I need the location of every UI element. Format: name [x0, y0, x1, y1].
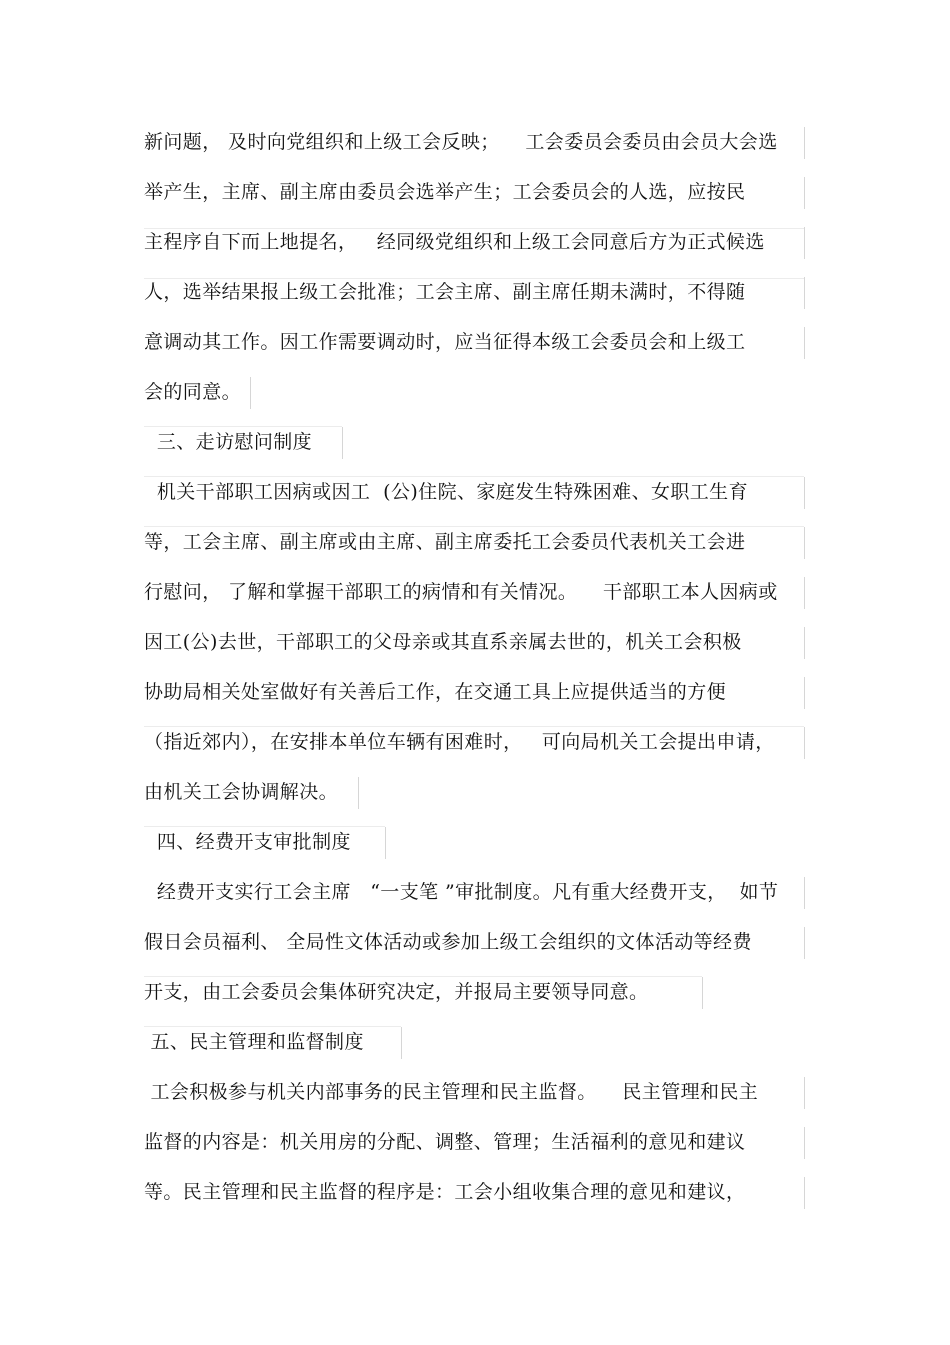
grid-rule — [144, 726, 804, 727]
line-text: 行慰问， 了解和掌握干部职工的病情和有关情况。 干部职工本人因病或 — [144, 581, 778, 603]
heading-text: 五、民主管理和监督制度 — [144, 1031, 364, 1053]
line-text: 监督的内容是：机关用房的分配、调整、管理；生活福利的意见和建议 — [144, 1131, 746, 1153]
grid-rule — [804, 927, 805, 959]
line-text: 开支，由工会委员会集体研究决定，并报局主要领导同意。 — [144, 981, 649, 1003]
paragraph-line — [144, 975, 806, 1009]
grid-rule — [144, 278, 804, 279]
section-heading — [144, 1025, 806, 1059]
grid-rule — [804, 877, 805, 909]
line-text: 由机关工会协调解决。 — [144, 781, 339, 803]
heading-text: 四、经费开支审批制度 — [144, 831, 351, 853]
paragraph-line — [144, 225, 806, 259]
grid-rule — [804, 627, 805, 659]
line-text: 等。民主管理和民主监督的程序是：工会小组收集合理的意见和建议， — [144, 1181, 746, 1203]
paragraph-line — [144, 625, 806, 659]
grid-rule — [385, 827, 386, 859]
grid-rule — [144, 526, 804, 527]
paragraph-line — [144, 725, 806, 759]
line-text: 因工(公)去世，干部职工的父母亲或其直系亲属去世的，机关工会积极 — [144, 631, 742, 653]
section-heading — [144, 425, 806, 459]
grid-rule — [804, 1077, 805, 1109]
grid-rule — [144, 1026, 401, 1027]
line-text: 假日会员福利、 全局性文体活动或参加上级工会组织的文体活动等经费 — [144, 931, 752, 953]
paragraph-line — [144, 1125, 806, 1159]
grid-rule — [144, 228, 804, 229]
paragraph-line — [144, 925, 806, 959]
paragraph-line — [144, 775, 806, 809]
grid-rule — [250, 377, 251, 409]
paragraph-line — [144, 1175, 806, 1209]
paragraph-line — [144, 275, 806, 309]
line-text: 机关干部职工因病或因工 (公)住院、家庭发生特殊困难、女职工生育 — [144, 481, 748, 503]
grid-rule — [342, 427, 343, 459]
line-text: （指近郊内），在安排本单位车辆有困难时， 可向局机关工会提出申请， — [144, 731, 775, 753]
section-heading — [144, 825, 806, 859]
paragraph-line — [144, 475, 806, 509]
grid-rule — [804, 527, 805, 559]
grid-rule — [804, 727, 805, 759]
heading-text: 三、走访慰问制度 — [144, 431, 313, 453]
paragraph-line — [144, 375, 806, 409]
paragraph-line — [144, 325, 806, 359]
grid-rule — [804, 1177, 805, 1209]
line-text: 举产生，主席、副主席由委员会选举产生；工会委员会的人选，应按民 — [144, 181, 746, 203]
paragraph-line — [144, 125, 806, 159]
grid-rule — [144, 976, 702, 977]
line-text: 经费开支实行工会主席 “一支笔 ”审批制度。凡有重大经费开支， 如节 — [144, 881, 779, 903]
grid-rule — [401, 1027, 402, 1059]
grid-rule — [358, 777, 359, 809]
line-text: 主程序自下而上地提名， 经同级党组织和上级工会同意后方为正式候选 — [144, 231, 765, 253]
line-text: 意调动其工作。因工作需要调动时，应当征得本级工会委员会和上级工 — [144, 331, 746, 353]
grid-rule — [804, 1127, 805, 1159]
line-text: 新问题， 及时向党组织和上级工会反映； 工会委员会委员由会员大会选 — [144, 131, 778, 153]
grid-rule — [804, 277, 805, 309]
paragraph-line — [144, 575, 806, 609]
grid-rule — [804, 577, 805, 609]
grid-rule — [804, 127, 805, 159]
grid-rule — [804, 177, 805, 209]
line-text: 等，工会主席、副主席或由主席、副主席委托工会委员代表机关工会进 — [144, 531, 746, 553]
grid-rule — [144, 826, 385, 827]
line-text: 会的同意。 — [144, 381, 242, 403]
grid-rule — [804, 677, 805, 709]
paragraph-line — [144, 1075, 806, 1109]
grid-rule — [804, 327, 805, 359]
grid-rule — [804, 227, 805, 259]
line-text: 人，选举结果报上级工会批准；工会主席、副主席任期未满时，不得随 — [144, 281, 746, 303]
line-text: 工会积极参与机关内部事务的民主管理和民主监督。 民主管理和民主 — [144, 1081, 759, 1103]
paragraph-line — [144, 175, 806, 209]
line-text: 协助局相关处室做好有关善后工作，在交通工具上应提供适当的方便 — [144, 681, 727, 703]
paragraph-line — [144, 675, 806, 709]
grid-rule — [702, 977, 703, 1009]
grid-rule — [144, 476, 804, 477]
grid-rule — [804, 477, 805, 509]
paragraph-line — [144, 525, 806, 559]
paragraph-line — [144, 875, 806, 909]
grid-rule — [144, 426, 342, 427]
